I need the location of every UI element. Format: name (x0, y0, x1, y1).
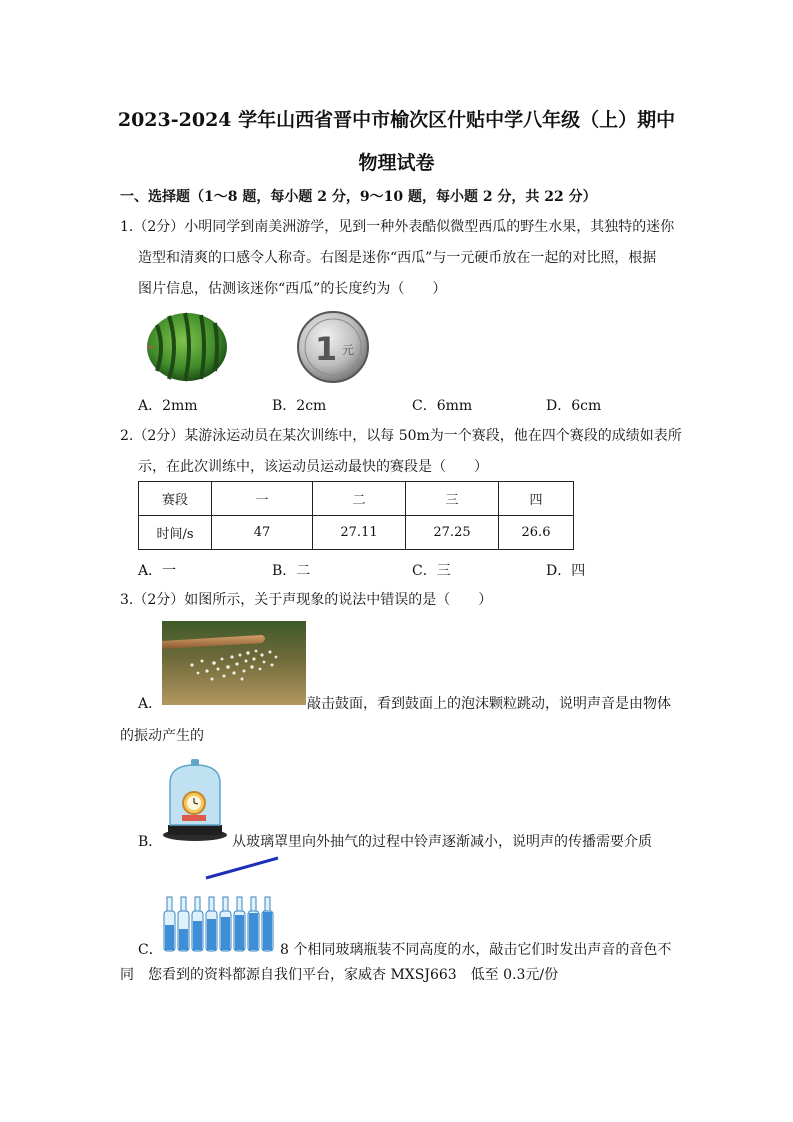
coin-unit: 元 (341, 343, 355, 357)
watermelon-image (145, 311, 231, 383)
q1-option-c[interactable]: C．6mm (412, 398, 473, 414)
drum-foam-image (162, 621, 306, 705)
q1-option-a[interactable]: A．2mm (138, 398, 198, 414)
q3-option-a-label[interactable]: A． (138, 696, 163, 712)
table-cell: 一 (212, 482, 313, 516)
q3-option-c-text: 8 个相同玻璃瓶装不同高度的水，敲击它们时发出声音的音色不 (280, 942, 672, 958)
coin-denomination: 1 (314, 330, 338, 368)
q2-text-line1: 2.（2分）某游泳运动员在某次训练中，以每 50m为一个赛段，他在四个赛段的成绩如表所 (120, 428, 682, 444)
q1-option-b[interactable]: B．2cm (272, 398, 327, 414)
q2-option-c[interactable]: C．三 (412, 563, 451, 579)
q3-text-line1: 3.（2分）如图所示，关于声现象的说法中错误的是（ ） (120, 592, 493, 608)
q1-text-line3: 图片信息，估测该迷你“西瓜”的长度约为（ ） (138, 281, 447, 297)
water-bottles-image (162, 893, 278, 953)
table-header-row (139, 482, 574, 516)
table-cell: 赛段 (139, 482, 212, 516)
table-cell: 四 (499, 482, 574, 516)
q3-option-c-text-cont: 同 您看到的资料都源自我们平台，家威杏 MXSJ663 低至 0.3元/份 (120, 967, 559, 983)
q1-text-line1: 1.（2分）小明同学到南美洲游学，见到一种外表酷似微型西瓜的野生水果，其独特的迷你 (120, 219, 675, 235)
section-heading: 一、选择题（1～8 题，每小题 2 分，9～10 题，每小题 2 分，共 22 分） (120, 189, 597, 205)
q3-option-a-text: 敲击鼓面，看到鼓面上的泡沫颗粒跳动，说明声音是由物体 (307, 696, 671, 712)
mallet-stick-icon (204, 854, 280, 882)
q3-option-b-label[interactable]: B． (138, 834, 163, 850)
q3-option-a-text-cont: 的振动产生的 (120, 728, 204, 744)
table-cell: 三 (406, 482, 499, 516)
table-cell: 47 (212, 516, 313, 550)
q2-text-line2: 示，在此次训练中，该运动员运动最快的赛段是（ ） (138, 459, 488, 475)
page-subtitle: 物理试卷 (358, 152, 435, 174)
q2-option-b[interactable]: B．二 (272, 563, 311, 579)
q3-option-c-label[interactable]: C． (138, 942, 163, 958)
table-cell: 27.11 (313, 516, 406, 550)
q1-option-d[interactable]: D．6cm (546, 398, 602, 414)
table-row (139, 516, 574, 550)
bell-jar-image (160, 757, 230, 843)
q2-option-a[interactable]: A．一 (138, 563, 177, 579)
q1-text-line2: 造型和清爽的口感令人称奇。右图是迷你“西瓜”与一元硬币放在一起的对比照，根据 (138, 250, 657, 266)
coin-image (296, 310, 372, 384)
table-cell: 二 (313, 482, 406, 516)
q3-option-b-text: 从玻璃罩里向外抽气的过程中铃声逐渐减小，说明声的传播需要介质 (232, 834, 652, 850)
table-cell: 27.25 (406, 516, 499, 550)
table-cell: 26.6 (499, 516, 574, 550)
page-title: 2023-2024 学年山西省晋中市榆次区什贴中学八年级（上）期中 (117, 109, 676, 131)
q2-score-table (138, 481, 574, 550)
q2-option-d[interactable]: D．四 (546, 563, 586, 579)
table-cell: 时间/s (139, 516, 212, 550)
